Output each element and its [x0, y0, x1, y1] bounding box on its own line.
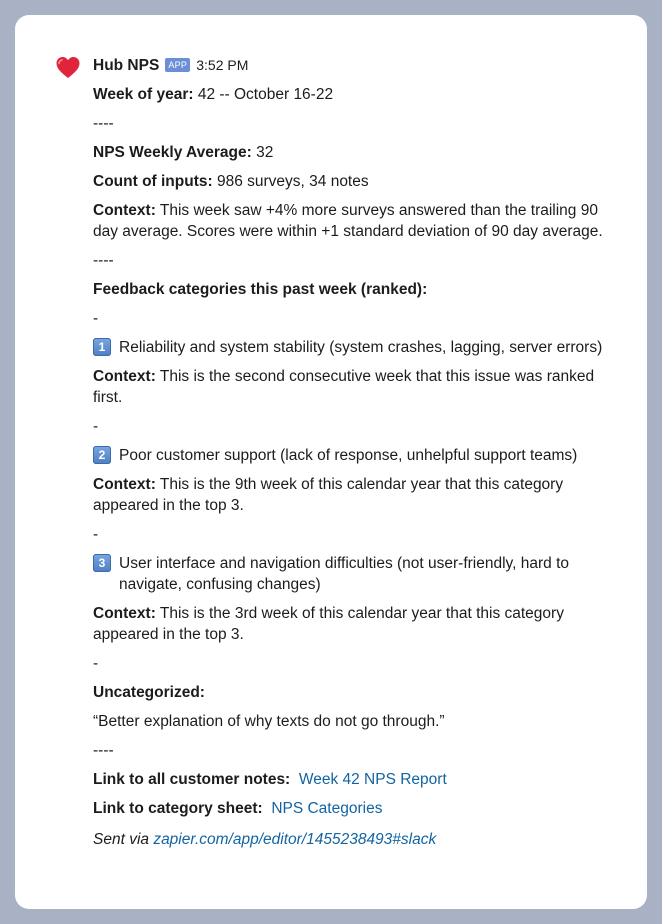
sender-name[interactable]: Hub NPS [93, 56, 160, 74]
count-value: 986 surveys, 34 notes [212, 173, 369, 190]
dash-divider: - [93, 655, 99, 672]
nps-categories-link[interactable]: NPS Categories [271, 800, 383, 817]
context-label: Context: [93, 202, 156, 219]
context-label: Context: [93, 605, 156, 622]
separator: ---- [93, 252, 114, 269]
category-item-3 [93, 553, 623, 595]
week-report-link[interactable]: Week 42 NPS Report [298, 771, 447, 788]
sent-via-text: Sent via [93, 831, 154, 848]
message-body [93, 53, 623, 850]
category-title: Poor customer support (lack of response, unhelpful support teams) [119, 447, 578, 464]
count-line [93, 171, 623, 192]
week-line [93, 84, 623, 105]
category-context [93, 366, 623, 408]
category-context [93, 603, 623, 645]
context-text: This is the 3rd week of this calendar year that this category appeared in the top 3. [93, 605, 564, 643]
uncategorized-heading [93, 682, 623, 703]
context-text: This is the second consecutive week that this issue was ranked first. [93, 368, 595, 406]
sheet-link-label: Link to category sheet: [93, 800, 263, 817]
red-heart-icon[interactable] [55, 55, 81, 81]
notes-link-line [93, 769, 623, 790]
context-text: This is the 9th week of this calendar year that this category appeared in the top 3. [93, 476, 564, 514]
context-label: Context: [93, 368, 156, 385]
message-header [93, 53, 623, 77]
separator: ---- [93, 742, 114, 759]
notes-link-label: Link to all customer notes: [93, 771, 291, 788]
nps-label: NPS Weekly Average: [93, 144, 252, 161]
nps-value: 32 [251, 144, 274, 161]
sheet-link-line [93, 798, 623, 819]
message-card [15, 15, 647, 909]
context-value: This week saw +4% more surveys answered than the trailing 90 day average. Scores were within +1 standard deviation of 90 day average. [93, 202, 603, 240]
categories-heading-text: Feedback categories this past week (ranked): [93, 281, 428, 298]
timestamp[interactable]: 3:52 PM [196, 56, 249, 73]
uncategorized-quote: “Better explanation of why texts do not go through.” [93, 713, 445, 730]
dash-divider: - [93, 310, 99, 327]
week-value: 42 -- October 16-22 [193, 86, 334, 103]
categories-heading [93, 279, 623, 300]
category-item-1 [93, 337, 623, 358]
context-line [93, 200, 623, 242]
context-label: Context: [93, 476, 156, 493]
count-label: Count of inputs: [93, 173, 213, 190]
zapier-link[interactable]: zapier.com/app/editor/1455238493#slack [153, 831, 437, 848]
sent-via-footer [93, 829, 623, 850]
app-badge: APP [165, 58, 190, 72]
keycap-number-icon: 3 [93, 554, 111, 572]
keycap-number-icon: 1 [93, 338, 111, 356]
nps-line [93, 142, 623, 163]
separator: ---- [93, 115, 114, 132]
dash-divider: - [93, 418, 99, 435]
uncategorized-label: Uncategorized: [93, 684, 205, 701]
keycap-number-icon: 2 [93, 446, 111, 464]
dash-divider: - [93, 526, 99, 543]
category-title: Reliability and system stability (system crashes, lagging, server errors) [119, 339, 603, 356]
week-label: Week of year: [93, 86, 194, 103]
category-item-2 [93, 445, 623, 466]
category-context [93, 474, 623, 516]
category-title: User interface and navigation difficulties (not user-friendly, hard to navigate, confusing changes) [119, 555, 570, 593]
